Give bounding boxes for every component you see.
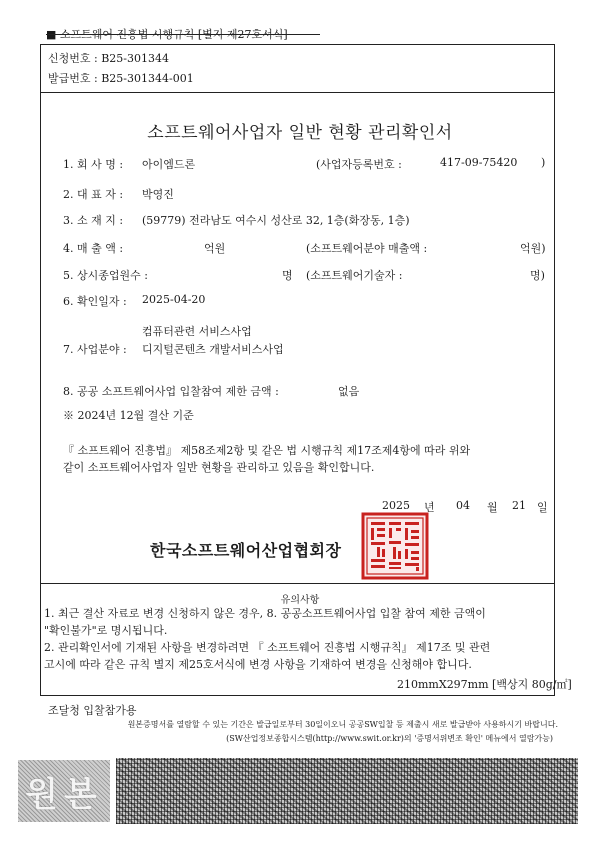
notice-line-2: "확인불가"로 명시됩니다. bbox=[44, 624, 168, 637]
address-value: (59779) 전라남도 여수시 성산로 32, 1층(화장동, 1층) bbox=[142, 214, 410, 227]
business-reg-label: (사업자등록번호 : bbox=[316, 158, 402, 171]
employees-label: 5. 상시종업원수 : bbox=[63, 269, 148, 282]
date-year-unit: 년 bbox=[424, 501, 435, 514]
sw-engineers-label: (소프트웨어기술자 : bbox=[306, 269, 403, 282]
sales-unit: 억원 bbox=[204, 242, 226, 255]
representative-name: 박영진 bbox=[142, 188, 174, 201]
business-reg-close: ) bbox=[541, 156, 546, 169]
confirm-date-value: 2025-04-20 bbox=[142, 293, 206, 306]
date-day: 21 bbox=[512, 499, 526, 512]
original-mark: 원본 bbox=[25, 774, 103, 815]
sw-sales-label: (소프트웨어분야 매출액 : bbox=[306, 242, 428, 255]
notice-divider bbox=[40, 583, 555, 584]
paper-spec: 210mmX297mm [백상지 80g/㎡] bbox=[397, 678, 572, 691]
notice-heading: 유의사항 bbox=[280, 595, 320, 606]
purpose-text: 조달청 입찰참가용 bbox=[48, 704, 137, 717]
date-month: 04 bbox=[456, 499, 470, 512]
date-year: 2025 bbox=[382, 499, 410, 512]
sales-label: 4. 매 출 액 : bbox=[63, 242, 124, 255]
bid-limit-value: 없음 bbox=[338, 385, 360, 398]
representative-label: 2. 대 표 자 : bbox=[63, 188, 124, 201]
business-field-1: 컴퓨터관련 서비스사업 bbox=[142, 325, 252, 338]
basis-note: ※ 2024년 12월 결산 기준 bbox=[63, 409, 194, 422]
date-day-unit: 일 bbox=[537, 501, 548, 514]
sw-sales-unit: 억원) bbox=[520, 242, 546, 255]
company-name: 아이엠드론 bbox=[142, 158, 196, 171]
document-title: 소프트웨어사업자 일반 현황 관리확인서 bbox=[147, 123, 453, 143]
business-reg-number: 417-09-75420 bbox=[440, 156, 518, 169]
date-month-unit: 월 bbox=[487, 501, 498, 514]
footer-line-2: (SW산업정보종합시스템(http://www.swit.or.kr)의 '증명서위변조 확인' 메뉴에서 열람가능) bbox=[226, 734, 553, 743]
business-field-2: 디지털콘텐츠 개발서비스사업 bbox=[142, 343, 284, 356]
statement-line-2: 같이 소프트웨어사업자 일반 현황을 관리하고 있음을 확인합니다. bbox=[63, 461, 375, 474]
official-seal-icon bbox=[360, 511, 430, 581]
employees-unit: 명 bbox=[282, 269, 293, 282]
company-label: 1. 회 사 명 : bbox=[63, 158, 124, 171]
address-label: 3. 소 재 지 : bbox=[63, 214, 124, 227]
form-header: ■ 소프트웨어 진흥법 시행규칙 [별지 제27호서식] bbox=[46, 28, 288, 41]
notice-line-4: 고시에 따라 같은 규칙 별지 제25호서식에 변경 사항을 기재하여 변경을 신청해야 합니다. bbox=[44, 658, 472, 671]
statement-line-1: 『 소프트웨어 진흥법』 제58조제2항 및 같은 법 시행규칙 제17조제4항에 따라 위와 bbox=[63, 444, 471, 457]
notice-line-1: 1. 최근 결산 자료로 변경 신청하지 않은 경우, 8. 공공소프트웨어사업 입찰 참여 제한 금액이 bbox=[44, 607, 486, 620]
sw-engineers-unit: 명) bbox=[530, 269, 545, 282]
confirm-date-label: 6. 확인일자 : bbox=[63, 295, 127, 308]
issue-number: 발급번호 : B25-301344-001 bbox=[48, 72, 194, 85]
header-underline bbox=[46, 34, 320, 35]
bid-limit-label: 8. 공공 소프트웨어사업 입찰참여 제한 금액 : bbox=[63, 385, 279, 398]
header-divider bbox=[40, 92, 555, 93]
footer-line-1: 원본증명서를 열람할 수 있는 기간은 발급일로부터 30일이오니 공공SW입찰 등 제출시 새로 발급받아 사용하시기 바랍니다. bbox=[127, 720, 558, 729]
security-barcode-icon bbox=[116, 758, 578, 824]
application-number: 신청번호 : B25-301344 bbox=[48, 52, 169, 65]
business-field-label: 7. 사업분야 : bbox=[63, 343, 127, 356]
notice-line-3: 2. 관리확인서에 기재된 사항을 변경하려면 『 소프트웨어 진흥법 시행규칙』 제17조 및 관련 bbox=[44, 641, 491, 654]
issuer-name: 한국소프트웨어산업협회장 bbox=[150, 541, 342, 560]
